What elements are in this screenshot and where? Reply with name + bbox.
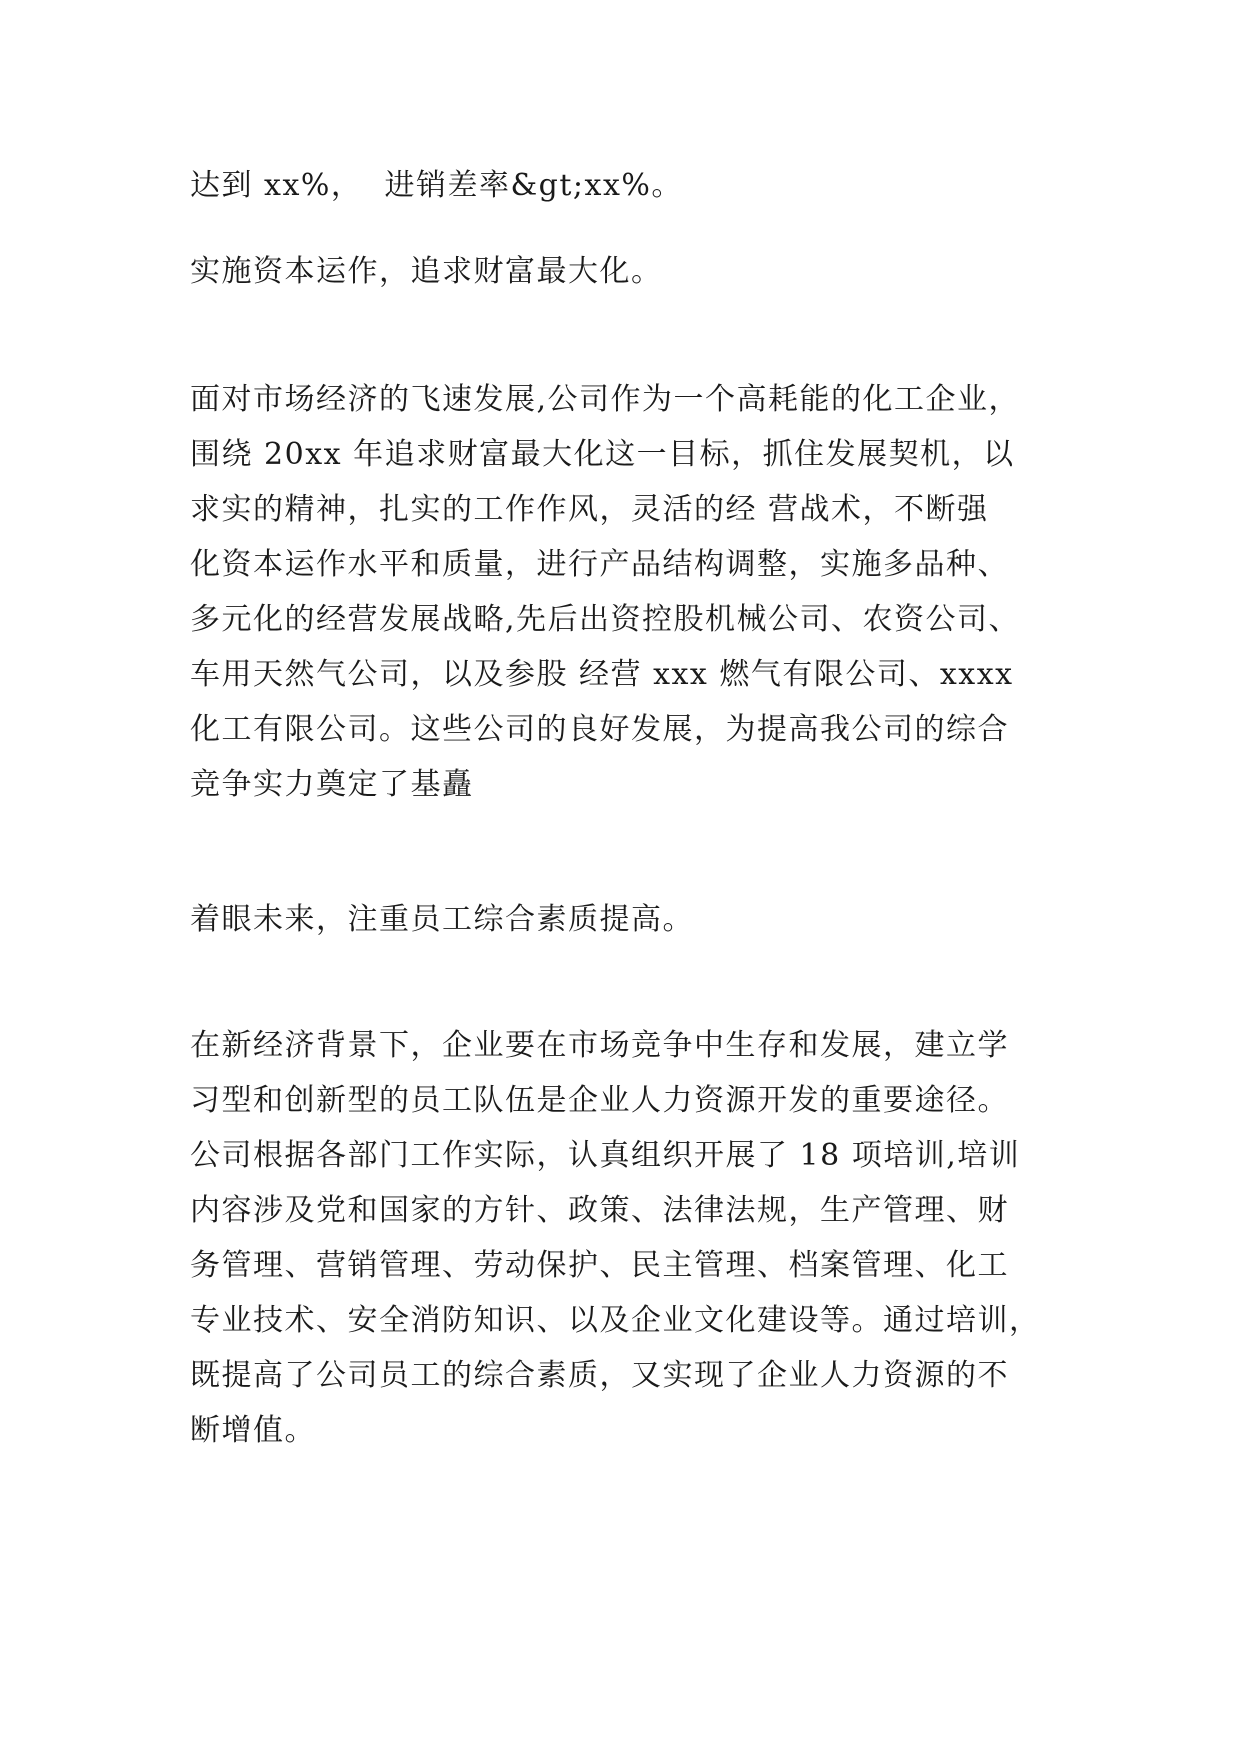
text-line: 既提高了公司员工的综合素质，又实现了企业人力资源的不	[190, 1358, 1009, 1393]
text-line: 达到 xx%， 进销差率&gt;xx%。	[190, 168, 683, 203]
text-line: 化资本运作水平和质量，进行产品结构调整，实施多品种、	[190, 547, 1009, 582]
section-heading: 实施资本运作，追求财富最大化。	[190, 254, 663, 289]
text-line: 求实的精神，扎实的工作作风，灵活的经 营战术，不断强	[190, 492, 989, 527]
text-line: 公司根据各部门工作实际，认真组织开展了 18 项培训,培训	[190, 1138, 1021, 1173]
text-line: 在新经济背景下，企业要在市场竞争中生存和发展，建立学	[190, 1028, 1009, 1063]
text-line: 专业技术、安全消防知识、以及企业文化建设等。通过培训，	[190, 1303, 1041, 1338]
text-line: 围绕 20xx 年追求财富最大化这一目标，抓住发展契机，以	[190, 437, 1015, 472]
text-line: 化工有限公司。这些公司的良好发展，为提高我公司的综合	[190, 712, 1009, 747]
text-line: 车用天然气公司，以及参股 经营 xxx 燃气有限公司、xxxx	[190, 657, 1014, 692]
section-heading: 着眼未来，注重员工综合素质提高。	[190, 902, 694, 937]
text-line: 竞争实力奠定了基矗	[190, 767, 474, 802]
text-line: 多元化的经营发展战略,先后出资控股机械公司、农资公司、	[190, 602, 1021, 637]
text-line: 务管理、营销管理、劳动保护、民主管理、档案管理、化工	[190, 1248, 1009, 1283]
text-line: 面对市场经济的飞速发展,公司作为一个高耗能的化工企业，	[190, 382, 1021, 417]
text-line: 内容涉及党和国家的方针、政策、法律法规，生产管理、财	[190, 1193, 1009, 1228]
text-line: 断增值。	[190, 1413, 316, 1448]
text-line: 习型和创新型的员工队伍是企业人力资源开发的重要途径。	[190, 1083, 1009, 1118]
